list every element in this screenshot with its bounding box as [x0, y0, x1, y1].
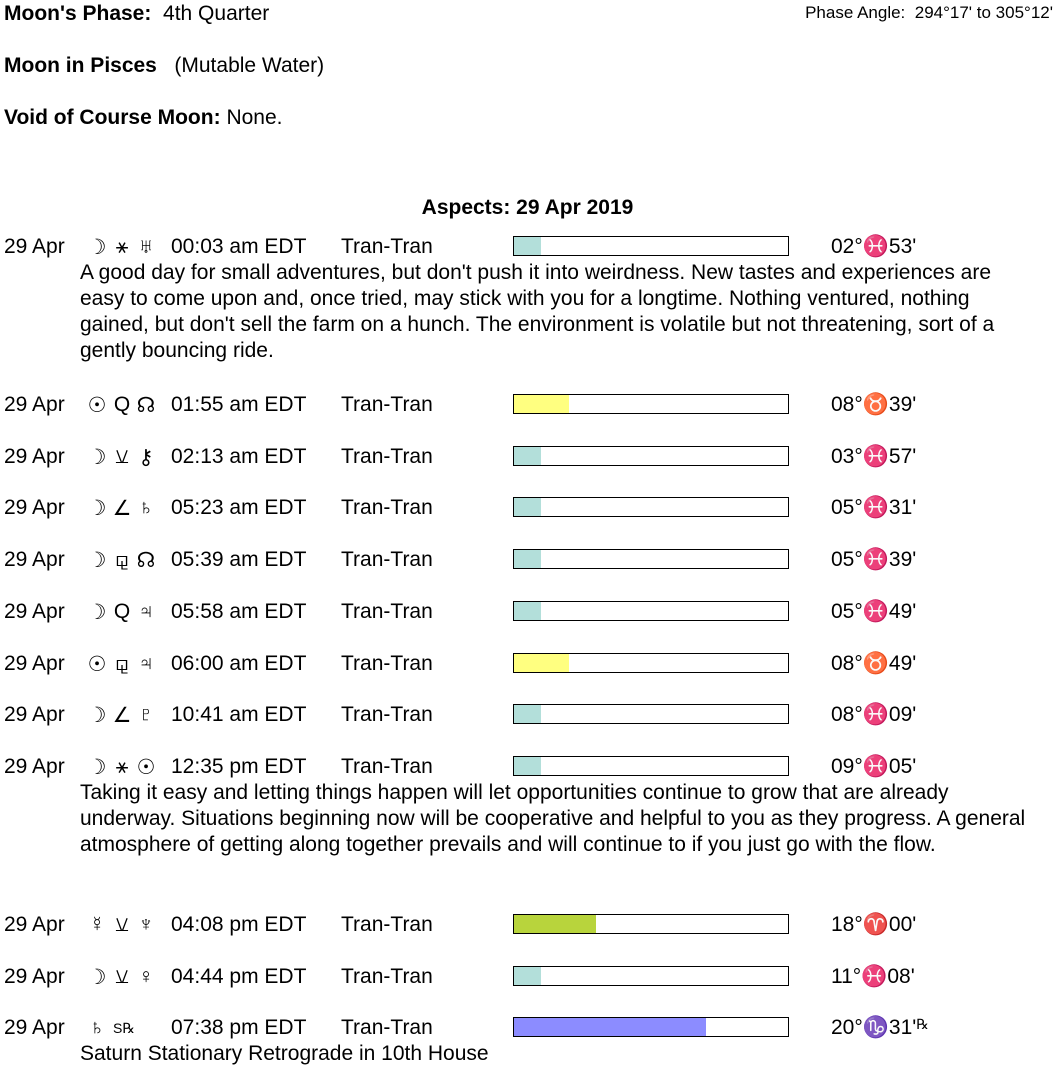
aspect-row: [0, 496, 1061, 522]
moon-sign-value: (Mutable Water): [174, 54, 325, 77]
planet-2-glyph-icon: ♀: [138, 964, 154, 988]
aspect-row: [0, 548, 1061, 574]
aspect-description: A good day for small adventures, but don't push it into weirdness. New tastes and experiences are easy to come upon and, once tried, may stick with you for a longtime. Nothing ventured, nothing gained, but don't sell the farm on a hunch. The environment is volatile but not threatening, sort of a gently bouncing ride.: [80, 261, 995, 362]
aspect-position: 18°♈00': [831, 912, 917, 936]
phase-angle: [805, 3, 1053, 23]
strength-bar: [513, 601, 789, 621]
aspect-time: 04:08 pm EDT: [171, 912, 307, 936]
aspect-row: [0, 755, 1061, 781]
aspect-type: Tran-Tran: [341, 912, 433, 936]
planet-2-glyph-icon: ♇: [138, 703, 154, 727]
aspect-glyph-icon: Q: [113, 393, 131, 416]
strength-bar: [513, 394, 789, 414]
retrograde-icon: ℞: [916, 1016, 929, 1033]
moon-phase-label: Moon's Phase:: [4, 2, 152, 25]
aspect-row: [0, 235, 1061, 261]
planet-2-glyph-icon: ♄: [138, 496, 154, 520]
planet-2-glyph-icon: ☉: [136, 755, 156, 779]
aspect-description: Taking it easy and letting things happen will let opportunities continue to grow that are already underway. Situations beginning now will be cooperative and helpful to you as they progress. A general atmosphere of getting along together prevails and will continue to if you just go with the flow.: [80, 780, 1026, 856]
planet-1-glyph-icon: ☽: [87, 549, 107, 573]
aspect-time: 12:35 pm EDT: [171, 754, 307, 778]
aspect-glyph-icon: ⚼: [114, 548, 130, 572]
aspect-date: 29 Apr: [4, 651, 65, 675]
aspect-position: 11°♓08': [831, 964, 915, 988]
aspect-position: 20°♑31' ℞: [831, 1016, 929, 1040]
aspect-glyph-icon: ∠: [112, 497, 132, 521]
aspect-date: 29 Apr: [4, 964, 65, 988]
void-of-course-label: Void of Course Moon:: [4, 106, 221, 129]
aspect-time: 06:00 am EDT: [171, 651, 307, 675]
aspect-type: Tran-Tran: [341, 1016, 433, 1040]
aspect-glyph-icon: ∠: [112, 704, 132, 728]
station-retrograde-icon: S ℞: [113, 1020, 135, 1037]
aspect-time: 01:55 am EDT: [171, 393, 307, 416]
planet-1-glyph-icon: ☽: [87, 704, 107, 728]
aspect-type: Tran-Tran: [341, 496, 433, 520]
void-of-course: [4, 106, 282, 130]
aspect-time: 07:38 pm EDT: [171, 1016, 307, 1040]
strength-bar-fill: [514, 1018, 706, 1036]
aspect-date: 29 Apr: [4, 599, 65, 623]
aspect-row: [0, 652, 1061, 678]
aspect-type: Tran-Tran: [341, 599, 433, 623]
planet-1-glyph-icon: ☽: [87, 497, 107, 521]
moon-sign-label: Moon in Pisces: [4, 54, 157, 77]
aspect-date: 29 Apr: [4, 444, 65, 468]
planet-2-glyph-icon: ♃: [138, 651, 154, 675]
strength-bar-fill: [514, 447, 541, 465]
planet-1-glyph-icon: ☿: [89, 912, 105, 936]
aspect-time: 10:41 am EDT: [171, 703, 307, 727]
aspect-date: 29 Apr: [4, 703, 65, 727]
aspect-glyph-icon: ⚺: [115, 444, 129, 468]
strength-bar: [513, 653, 789, 673]
aspect-position: 05°♓31': [831, 496, 917, 520]
strength-bar: [513, 756, 789, 776]
aspect-date: 29 Apr: [4, 548, 65, 572]
aspect-row: [0, 703, 1061, 729]
strength-bar: [513, 236, 789, 256]
strength-bar-fill: [514, 757, 541, 775]
planet-2-glyph-icon: ♃: [138, 599, 154, 623]
planet-2-glyph-icon: ⚷: [138, 445, 154, 469]
strength-bar: [513, 704, 789, 724]
aspect-description: Saturn Stationary Retrograde in 10th House: [80, 1042, 489, 1066]
aspect-type: Tran-Tran: [341, 393, 433, 416]
strength-bar: [513, 497, 789, 517]
strength-bar: [513, 966, 789, 986]
aspect-position: 05°♓49': [831, 599, 917, 623]
strength-bar-fill: [514, 550, 541, 568]
strength-bar-fill: [514, 915, 596, 933]
aspect-type: Tran-Tran: [341, 548, 433, 572]
aspect-time: 05:39 am EDT: [171, 548, 307, 572]
strength-bar: [513, 1017, 789, 1037]
aspect-glyph-icon: ⚺: [115, 912, 129, 936]
aspect-type: Tran-Tran: [341, 235, 433, 258]
planet-1-glyph-icon: ☉: [87, 394, 107, 417]
strength-bar-fill: [514, 602, 541, 620]
aspect-time: 02:13 am EDT: [171, 444, 307, 468]
strength-bar: [513, 914, 789, 934]
aspect-type: Tran-Tran: [341, 703, 433, 727]
aspect-time: 00:03 am EDT: [171, 235, 307, 258]
void-of-course-value: None.: [226, 106, 283, 129]
aspect-position: 08°♉49': [831, 651, 917, 675]
aspect-glyph-icon: ⚹: [115, 235, 129, 258]
strength-bar-fill: [514, 237, 541, 255]
moon-sign: [4, 54, 324, 78]
aspect-glyph-icon: ⚹: [115, 754, 129, 778]
aspect-row: [0, 445, 1061, 471]
aspect-position: 08°♉39': [831, 393, 917, 416]
strength-bar: [513, 446, 789, 466]
strength-bar: [513, 549, 789, 569]
strength-bar-fill: [514, 498, 541, 516]
aspect-date: 29 Apr: [4, 912, 65, 936]
retrograde-icon: ℞: [122, 1020, 135, 1037]
aspect-row: [0, 393, 1061, 419]
aspect-glyph-icon: ⚺: [115, 964, 129, 988]
aspect-type: Tran-Tran: [341, 651, 433, 675]
aspect-date: 29 Apr: [4, 1016, 65, 1040]
aspect-type: Tran-Tran: [341, 964, 433, 988]
planet-2-glyph-icon: ♆: [138, 912, 154, 936]
aspect-glyph-icon: Q: [113, 599, 131, 623]
aspect-row: [0, 600, 1061, 626]
aspect-time: 04:44 pm EDT: [171, 964, 307, 988]
aspect-date: 29 Apr: [4, 754, 65, 778]
planet-1-glyph-icon: ☉: [87, 652, 107, 676]
planet-2-glyph-icon: ☊: [136, 394, 156, 417]
aspect-date: 29 Apr: [4, 496, 65, 520]
strength-bar-fill: [514, 967, 541, 985]
aspect-position: 08°♓09': [831, 703, 917, 727]
strength-bar-fill: [514, 654, 569, 672]
aspect-time: 05:23 am EDT: [171, 496, 307, 520]
moon-phase-value: 4th Quarter: [163, 2, 270, 25]
aspect-date: 29 Apr: [4, 235, 65, 258]
aspect-date: 29 Apr: [4, 393, 65, 416]
aspects-title: Aspects: 29 Apr 2019: [421, 196, 634, 219]
aspect-position: 03°♓57': [831, 444, 917, 468]
aspect-position: 09°♓05': [831, 754, 917, 778]
strength-bar-fill: [514, 395, 569, 413]
phase-angle-value: 294°17' to 305°12': [914, 3, 1053, 22]
planet-2-glyph-icon: ☊: [136, 549, 156, 573]
planet-1-glyph-icon: ☽: [87, 965, 107, 989]
aspect-glyph-icon: ⚼: [114, 651, 130, 675]
planet-1-glyph-icon: ☽: [87, 445, 107, 469]
aspect-type: Tran-Tran: [341, 444, 433, 468]
aspect-position: 02°♓53': [831, 235, 917, 258]
moon-phase: [4, 2, 269, 26]
planet-1-glyph-icon: ☽: [87, 236, 107, 259]
aspect-position: 05°♓39': [831, 548, 917, 572]
aspect-time: 05:58 am EDT: [171, 599, 307, 623]
planet-1-glyph-icon: ☽: [87, 755, 107, 779]
planet-1-glyph-icon: ♄: [89, 1016, 105, 1040]
aspect-row: [0, 913, 1061, 939]
phase-angle-label: Phase Angle:: [805, 3, 906, 22]
planet-1-glyph-icon: ☽: [87, 600, 107, 624]
planet-2-glyph-icon: ♅: [138, 235, 154, 258]
aspect-type: Tran-Tran: [341, 754, 433, 778]
aspect-row: [0, 965, 1061, 991]
aspect-row: [0, 1016, 1061, 1042]
strength-bar-fill: [514, 705, 541, 723]
